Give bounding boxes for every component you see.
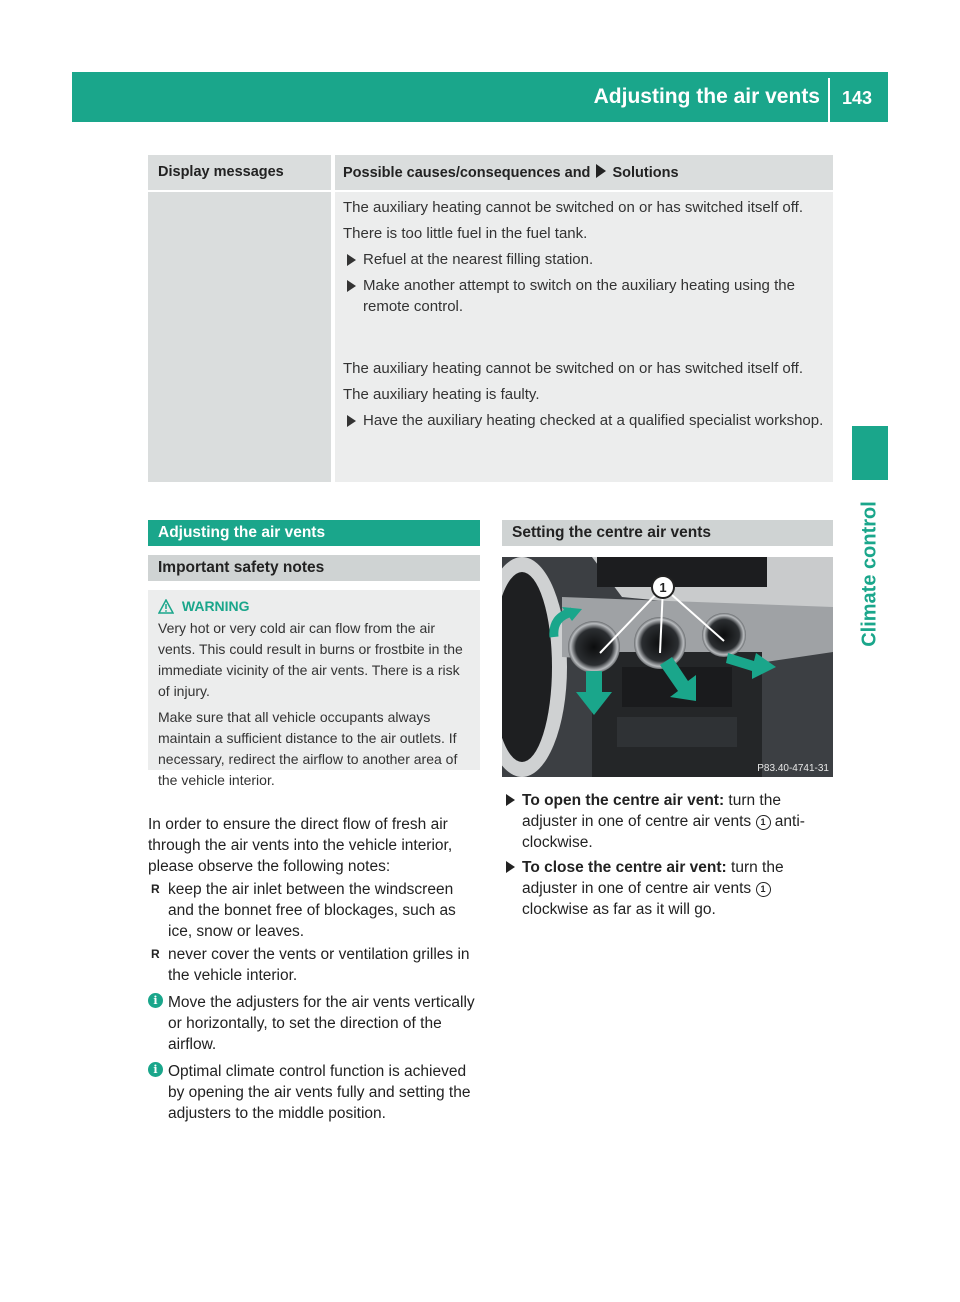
centre-air-vent-right bbox=[702, 613, 746, 657]
solution-arrow-icon bbox=[596, 164, 606, 178]
step-close-text-a: turn the adjuster in one of centre air vents bbox=[522, 859, 784, 897]
warning-triangle-icon bbox=[158, 599, 174, 614]
warning-box bbox=[148, 590, 480, 788]
header-title: Adjusting the air vents bbox=[593, 85, 820, 108]
info-icon: i bbox=[148, 993, 163, 1008]
info-icon: i bbox=[148, 1062, 163, 1077]
table-header-solutions-prefix: Possible causes/consequences and bbox=[343, 165, 591, 181]
warning-paragraph-1: Very hot or very cold air can flow from the air vents. This could result in burns or frostbite in the immediate vicinity of the air vents. There is a risk of injury. bbox=[158, 620, 463, 699]
row1-solution-1: Refuel at the nearest filling station. bbox=[343, 249, 831, 270]
right-body bbox=[502, 790, 836, 920]
dashboard-illustration bbox=[502, 557, 833, 777]
table-header-solutions bbox=[343, 164, 679, 181]
step-close-title: To close the centre air vent: bbox=[522, 859, 727, 876]
page-number: 143 bbox=[841, 88, 873, 108]
display-messages-table bbox=[148, 155, 833, 482]
chapter-tab bbox=[852, 488, 888, 660]
step-close-text-b: clockwise as far as it will go. bbox=[522, 901, 716, 918]
step-open-title: To open the centre air vent: bbox=[522, 792, 725, 809]
callout-1-ref-icon: 1 bbox=[756, 882, 771, 897]
row2-solution-1: Have the auxiliary heating checked at a qualified specialist workshop. bbox=[343, 410, 831, 431]
info-note-1 bbox=[148, 992, 482, 1055]
row1-solution-2: Make another attempt to switch on the auxiliary heating using the remote control. bbox=[343, 275, 831, 317]
figure-reference: P83.40-4741-31 bbox=[757, 763, 829, 774]
step-close-vent bbox=[502, 857, 836, 920]
section-title-air-vents: Adjusting the air vents bbox=[148, 520, 480, 546]
left-body bbox=[148, 814, 482, 1124]
step-open-text-a: turn the adjuster in one of centre air vents bbox=[522, 792, 781, 830]
step-open-vent bbox=[502, 790, 836, 853]
chapter-tab-label: Climate control bbox=[858, 501, 881, 647]
warning-paragraph-2: Make sure that all vehicle occupants always maintain a sufficient distance to the air outlets. If necessary, redirect the airflow to another area of the vehicle interior. bbox=[158, 709, 458, 788]
note-bullet-2: R never cover the vents or ventilation grilles in the vehicle interior. bbox=[148, 944, 482, 986]
table-header-messages: Display messages bbox=[158, 164, 284, 180]
info-note-2 bbox=[148, 1061, 482, 1124]
table-row-1 bbox=[343, 197, 831, 317]
centre-air-vents-photo bbox=[502, 557, 833, 777]
chapter-tab-marker bbox=[852, 426, 888, 480]
callout-1-label: 1 bbox=[659, 580, 667, 595]
warning-title bbox=[158, 596, 470, 616]
row2-cause: The auxiliary heating cannot be switched on or has switched itself off. bbox=[343, 360, 803, 377]
table-header-solutions-suffix: Solutions bbox=[612, 165, 679, 181]
row2-consequence: The auxiliary heating is faulty. bbox=[343, 386, 540, 403]
note-bullet-1: R keep the air inlet between the windscreen and the bonnet free of blockages, such as ice, snow or leaves. bbox=[148, 879, 482, 942]
warning-label: WARNING bbox=[181, 598, 250, 614]
table-cell-message bbox=[148, 192, 331, 482]
step-open-text-b: anti-clockwise. bbox=[522, 813, 805, 851]
subsection-title-safety: Important safety notes bbox=[148, 555, 480, 581]
header-divider bbox=[828, 78, 830, 122]
page-header bbox=[72, 72, 888, 122]
row1-cause: The auxiliary heating cannot be switched on or has switched itself off. bbox=[343, 199, 803, 216]
table-row-2 bbox=[343, 358, 831, 431]
info-note-2-text: Optimal climate control function is achieved by opening the air vents fully and setting the adjusters to the middle position. bbox=[168, 1063, 471, 1122]
intro-paragraph: In order to ensure the direct flow of fresh air through the air vents into the vehicle interior, please observe the following notes: bbox=[148, 816, 453, 875]
left-air-vent bbox=[568, 621, 620, 673]
info-note-1-text: Move the adjusters for the air vents vertically or horizontally, to set the direction of the airflow. bbox=[168, 994, 475, 1053]
callout-1-ref-icon: 1 bbox=[756, 815, 771, 830]
row1-consequence: There is too little fuel in the fuel tank. bbox=[343, 225, 588, 242]
section-title-centre-vents: Setting the centre air vents bbox=[502, 520, 833, 546]
